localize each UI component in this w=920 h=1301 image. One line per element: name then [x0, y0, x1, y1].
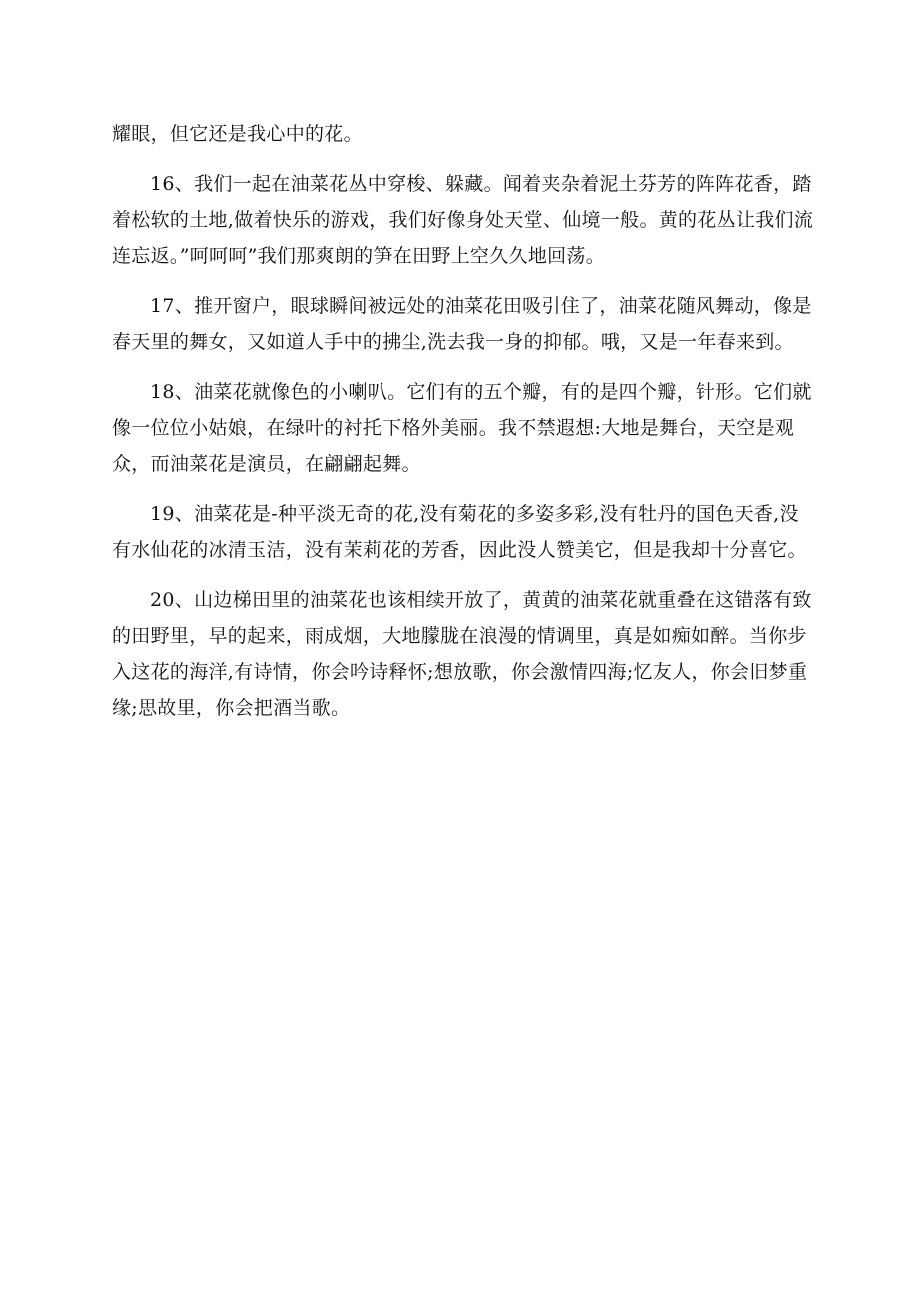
paragraph-continuation: 耀眼，但它还是我心中的花。 — [112, 123, 363, 145]
paragraph-18: 18、油菜花就像色的小喇叭。它们有的五个瓣，有的是四个瓣，针形。它们就像一位位小姑娘，在绿叶的衬托下格外美丽。我不禁遐想:大地是舞台，天空是观众，而油菜花是演员，在翩翩起舞。 — [112, 381, 812, 475]
paragraph-17: 17、推开窗户，眼球瞬间被远处的油菜花田吸引住了，油菜花随风舞动，像是春天里的舞女，又如道人手中的拂尘,洗去我一身的抑郁。哦，又是一年春来到。 — [112, 295, 812, 353]
paragraph-16: 16、我们一起在油菜花丛中穿梭、躲藏。闻着夹杂着泥土芬芳的阵阵花香，踏着松软的土地,做着快乐的游戏，我们好像身处天堂、仙境一般。黄的花丛让我们流连忘返。”呵呵呵”我们那爽朗的笋在田野上空久久地回荡。 — [112, 173, 814, 267]
document-body — [112, 116, 816, 726]
paragraph-20: 20、山边梯田里的油菜花也该相续开放了，黄黄的油菜花就重叠在这错落有致的田野里，早的起来，雨成烟，大地朦胧在浪漫的情调里，真是如痴如醉。当你步入这花的海洋,有诗情，你会吟诗释怀;想放歌，你会激情四海;忆友人，你会旧梦重缘;思故里，你会把酒当歌。 — [112, 589, 812, 719]
paragraph-19: 19、油菜花是-种平淡无奇的花,没有菊花的多姿多彩,没有牡丹的国色天香,没有水仙花的冰清玉洁，没有茉莉花的芳香，因此没人赞美它，但是我却十分喜它。 — [112, 503, 807, 561]
